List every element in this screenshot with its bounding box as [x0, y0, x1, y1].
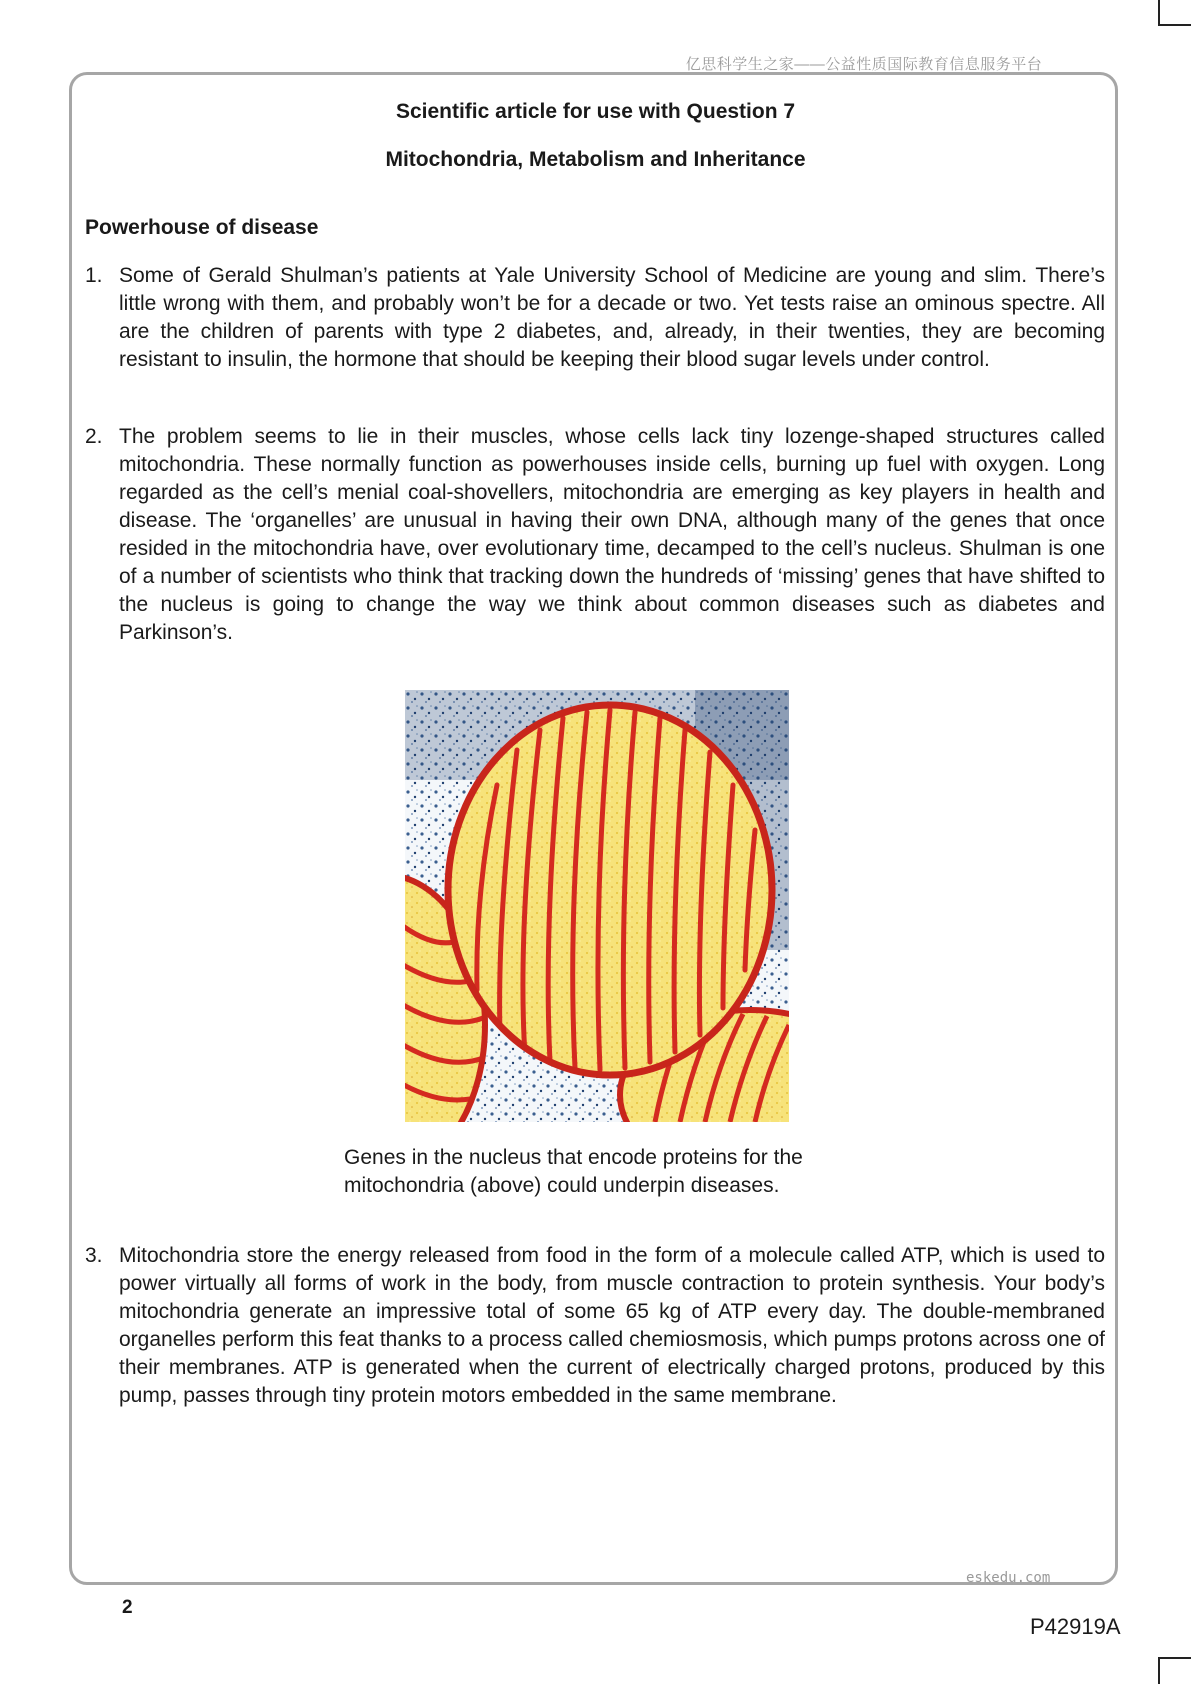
crop-mark-bottom-right-vertical	[1158, 1657, 1160, 1684]
crop-mark-top-right-vertical	[1158, 0, 1160, 26]
figure-caption: Genes in the nucleus that encode proteins for the mitochondria (above) could underpin diseases.	[344, 1146, 803, 1197]
paragraph-2	[85, 423, 1105, 647]
mitochondria-micrograph	[405, 690, 789, 1122]
watermark-bottom: eskedu.com	[966, 1570, 1051, 1586]
paper-code: P42919A	[1030, 1614, 1121, 1639]
paragraph-3	[85, 1242, 1105, 1410]
paragraph-text: The problem seems to lie in their muscles, whose cells lack tiny lozenge-shaped structures called mitochondria. These normally function as powerhouses inside cells, burning up fuel with oxygen. Long regarded as the cell’s menial coal-shovellers, mitochondria are emerging as key players in health and disease. The ‘organelles’ are unusual in having their own DNA, although many of the genes that once resided in the mitochondria have, over evolutionary time, decamped to the cell’s nucleus. Shulman is one of a number of scientists who think that tracking down the hundreds of ‘missing’ genes that have shifted to the nucleus is going to change the way we think about common diseases such as diabetes and Parkinson’s.	[119, 425, 1105, 644]
page-subtitle: Mitochondria, Metabolism and Inheritance	[385, 148, 806, 171]
crop-mark-bottom-right-horizontal	[1158, 1657, 1191, 1659]
crop-mark-top-right-horizontal	[1158, 24, 1191, 26]
page-number: 2	[122, 1597, 133, 1618]
paragraph-1	[85, 262, 1105, 374]
page-title: Scientific article for use with Question 7	[395, 100, 796, 123]
paragraph-number: 3.	[85, 1244, 103, 1267]
paragraph-number: 1.	[85, 264, 103, 287]
paragraph-text: Mitochondria store the energy released from food in the form of a molecule called ATP, which is used to power virtually all forms of work in the body, from muscle contraction to protein synthesis. Your body’s mitochondria generate an impressive total of some 65 kg of ATP every day. The double-membraned organelles perform this feat thanks to a process called chemiosmosis, which pumps protons across one of their membranes. ATP is generated when the current of electrically charged protons, produced by this pump, passes through tiny protein motors embedded in the same membrane.	[119, 1244, 1105, 1407]
section-heading: Powerhouse of disease	[85, 216, 319, 239]
watermark-top: 亿思科学生之家——公益性质国际教育信息服务平台	[685, 56, 1043, 73]
paragraph-text: Some of Gerald Shulman’s patients at Yale University School of Medicine are young and slim. There’s little wrong with them, and probably won’t be for a decade or two. Yet tests raise an ominous spectre. All are the children of parents with type 2 diabetes, and, already, in their twenties, they are becoming resistant to insulin, the hormone that should be keeping their blood sugar levels under control.	[119, 264, 1105, 371]
paragraph-number: 2.	[85, 425, 103, 448]
